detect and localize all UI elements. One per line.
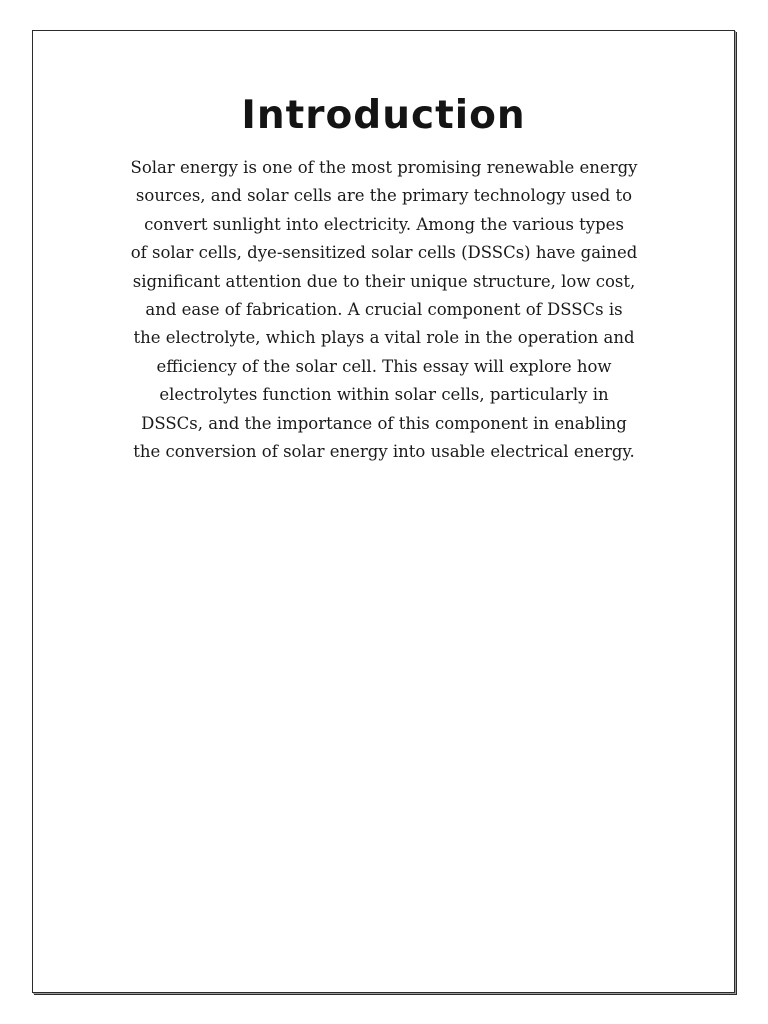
paragraph-line: Solar energy is one of the most promising renewable energy bbox=[130, 158, 638, 177]
paragraph-line: DSSCs, and the importance of this component in enabling bbox=[141, 413, 627, 433]
intro-paragraph bbox=[90, 154, 678, 466]
paragraph-line: electrolytes function within solar cells, particularly in bbox=[159, 385, 609, 405]
paragraph-line: sources, and solar cells are the primary technology used to bbox=[135, 186, 633, 206]
paragraph-line: significant attention due to their unique structure, low cost, bbox=[132, 271, 636, 291]
paragraph-line: of solar cells, dye-sensitized solar cells (DSSCs) have gained bbox=[130, 243, 638, 263]
paragraph-line: and ease of fabrication. A crucial component of DSSCs is bbox=[145, 300, 623, 320]
paragraph-line: efficiency of the solar cell. This essay will explore how bbox=[156, 356, 612, 376]
paragraph-line: the conversion of solar energy into usable electrical energy. bbox=[133, 442, 635, 462]
page-title: Introduction bbox=[241, 93, 526, 138]
paragraph-line: the electrolyte, which plays a vital role in the operation and bbox=[133, 328, 635, 348]
paragraph-line: convert sunlight into electricity. Among the various types bbox=[144, 214, 624, 234]
